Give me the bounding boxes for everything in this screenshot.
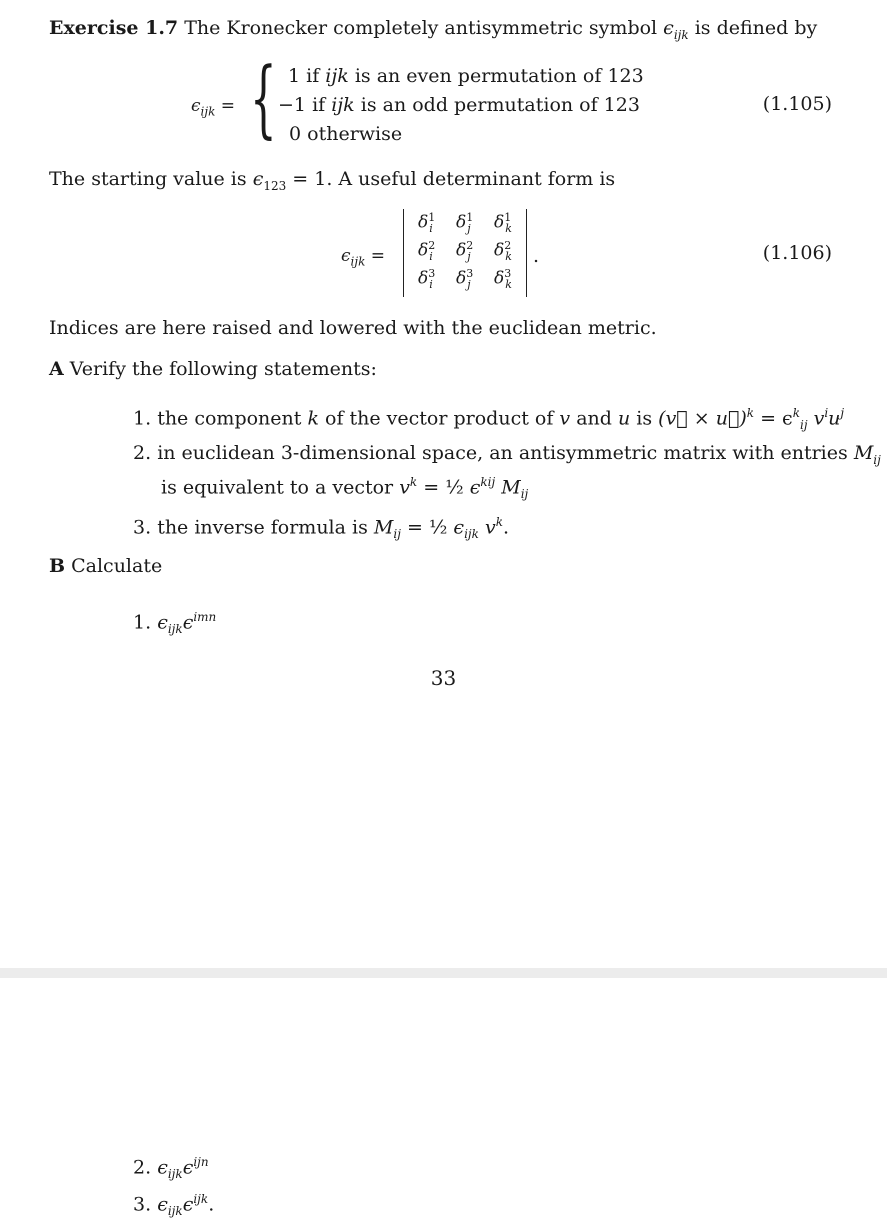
- page-number: 33: [430, 666, 457, 690]
- eq105-case-even: 1 if ijk is an even permutation of 123: [288, 65, 644, 87]
- delta-1-k: $\delta^1_k$: [494, 211, 512, 236]
- eq106-period: .: [533, 245, 540, 267]
- part-a-item-2: 2. in euclidean 3-dimensional space, an antisymmetric matrix with entries $M_{ij}$: [133, 442, 881, 467]
- delta-2-i: $\delta^2_i$: [418, 239, 436, 264]
- indices-note: Indices are here raised and lowered with the euclidean metric.: [49, 317, 657, 339]
- starting-value-text: The starting value is $\epsilon_{123} = 1$. A useful determinant form is: [49, 168, 616, 193]
- determinant-matrix: [403, 209, 527, 297]
- delta-3-k: $\delta^3_k$: [494, 267, 512, 292]
- part-a-item-2-cont: is equivalent to a vector $v^k$ = ½ $\epsilon^{kij}$ $M_{ij}$: [161, 475, 529, 502]
- delta-3-i: $\delta^3_i$: [418, 267, 436, 292]
- delta-1-i: $\delta^1_i$: [418, 211, 436, 236]
- part-b-label: B: [49, 555, 66, 577]
- delta-2-j: $\delta^2_j$: [456, 239, 474, 264]
- exercise-label: Exercise 1.7: [49, 17, 179, 39]
- part-b-item-3: 3. $\epsilon_{ijk}\epsilon^{ijk}$.: [133, 1192, 215, 1219]
- part-b-item-2: 2. $\epsilon_{ijk}\epsilon^{ijn}$: [133, 1155, 209, 1182]
- eq105-lhs: $\epsilon_{ijk}$ =: [191, 96, 236, 119]
- page-34-top: [0, 978, 887, 1219]
- delta-2-k: $\delta^2_k$: [494, 239, 512, 264]
- delta-1-j: $\delta^1_j$: [456, 211, 474, 236]
- equation-number-1-106: (1.106): [762, 242, 832, 264]
- delta-3-j: $\delta^3_j$: [456, 267, 474, 292]
- left-brace: {: [250, 49, 277, 147]
- eq106-lhs: $\epsilon_{ijk}$ =: [341, 246, 386, 269]
- part-a-heading: A Verify the following statements:: [49, 358, 377, 380]
- part-a-label: A: [49, 358, 64, 380]
- part-a-item-1: 1. the component k of the vector product of v and u is (v⃗ × u⃗)$^k$ = $\epsilon^k_{ij}$ $v^iu^j$: [133, 406, 845, 433]
- part-b-item-1: 1. $\epsilon_{ijk}\epsilon^{imn}$: [133, 610, 217, 637]
- exercise-intro: Exercise 1.7 The Kronecker completely antisymmetric symbol $\epsilon_{ijk}$ is defined by: [49, 17, 818, 42]
- equation-number-1-105: (1.105): [762, 93, 832, 115]
- part-a-item-3: 3. the inverse formula is $M_{ij}$ = ½ $\epsilon_{ijk}$ $v^k$.: [133, 515, 510, 542]
- eq105-case-odd: −1 if ijk is an odd permutation of 123: [278, 94, 640, 116]
- eq105-case-otherwise: 0 otherwise: [289, 123, 403, 145]
- page-separator: [0, 968, 887, 978]
- part-b-heading: B Calculate: [49, 555, 163, 577]
